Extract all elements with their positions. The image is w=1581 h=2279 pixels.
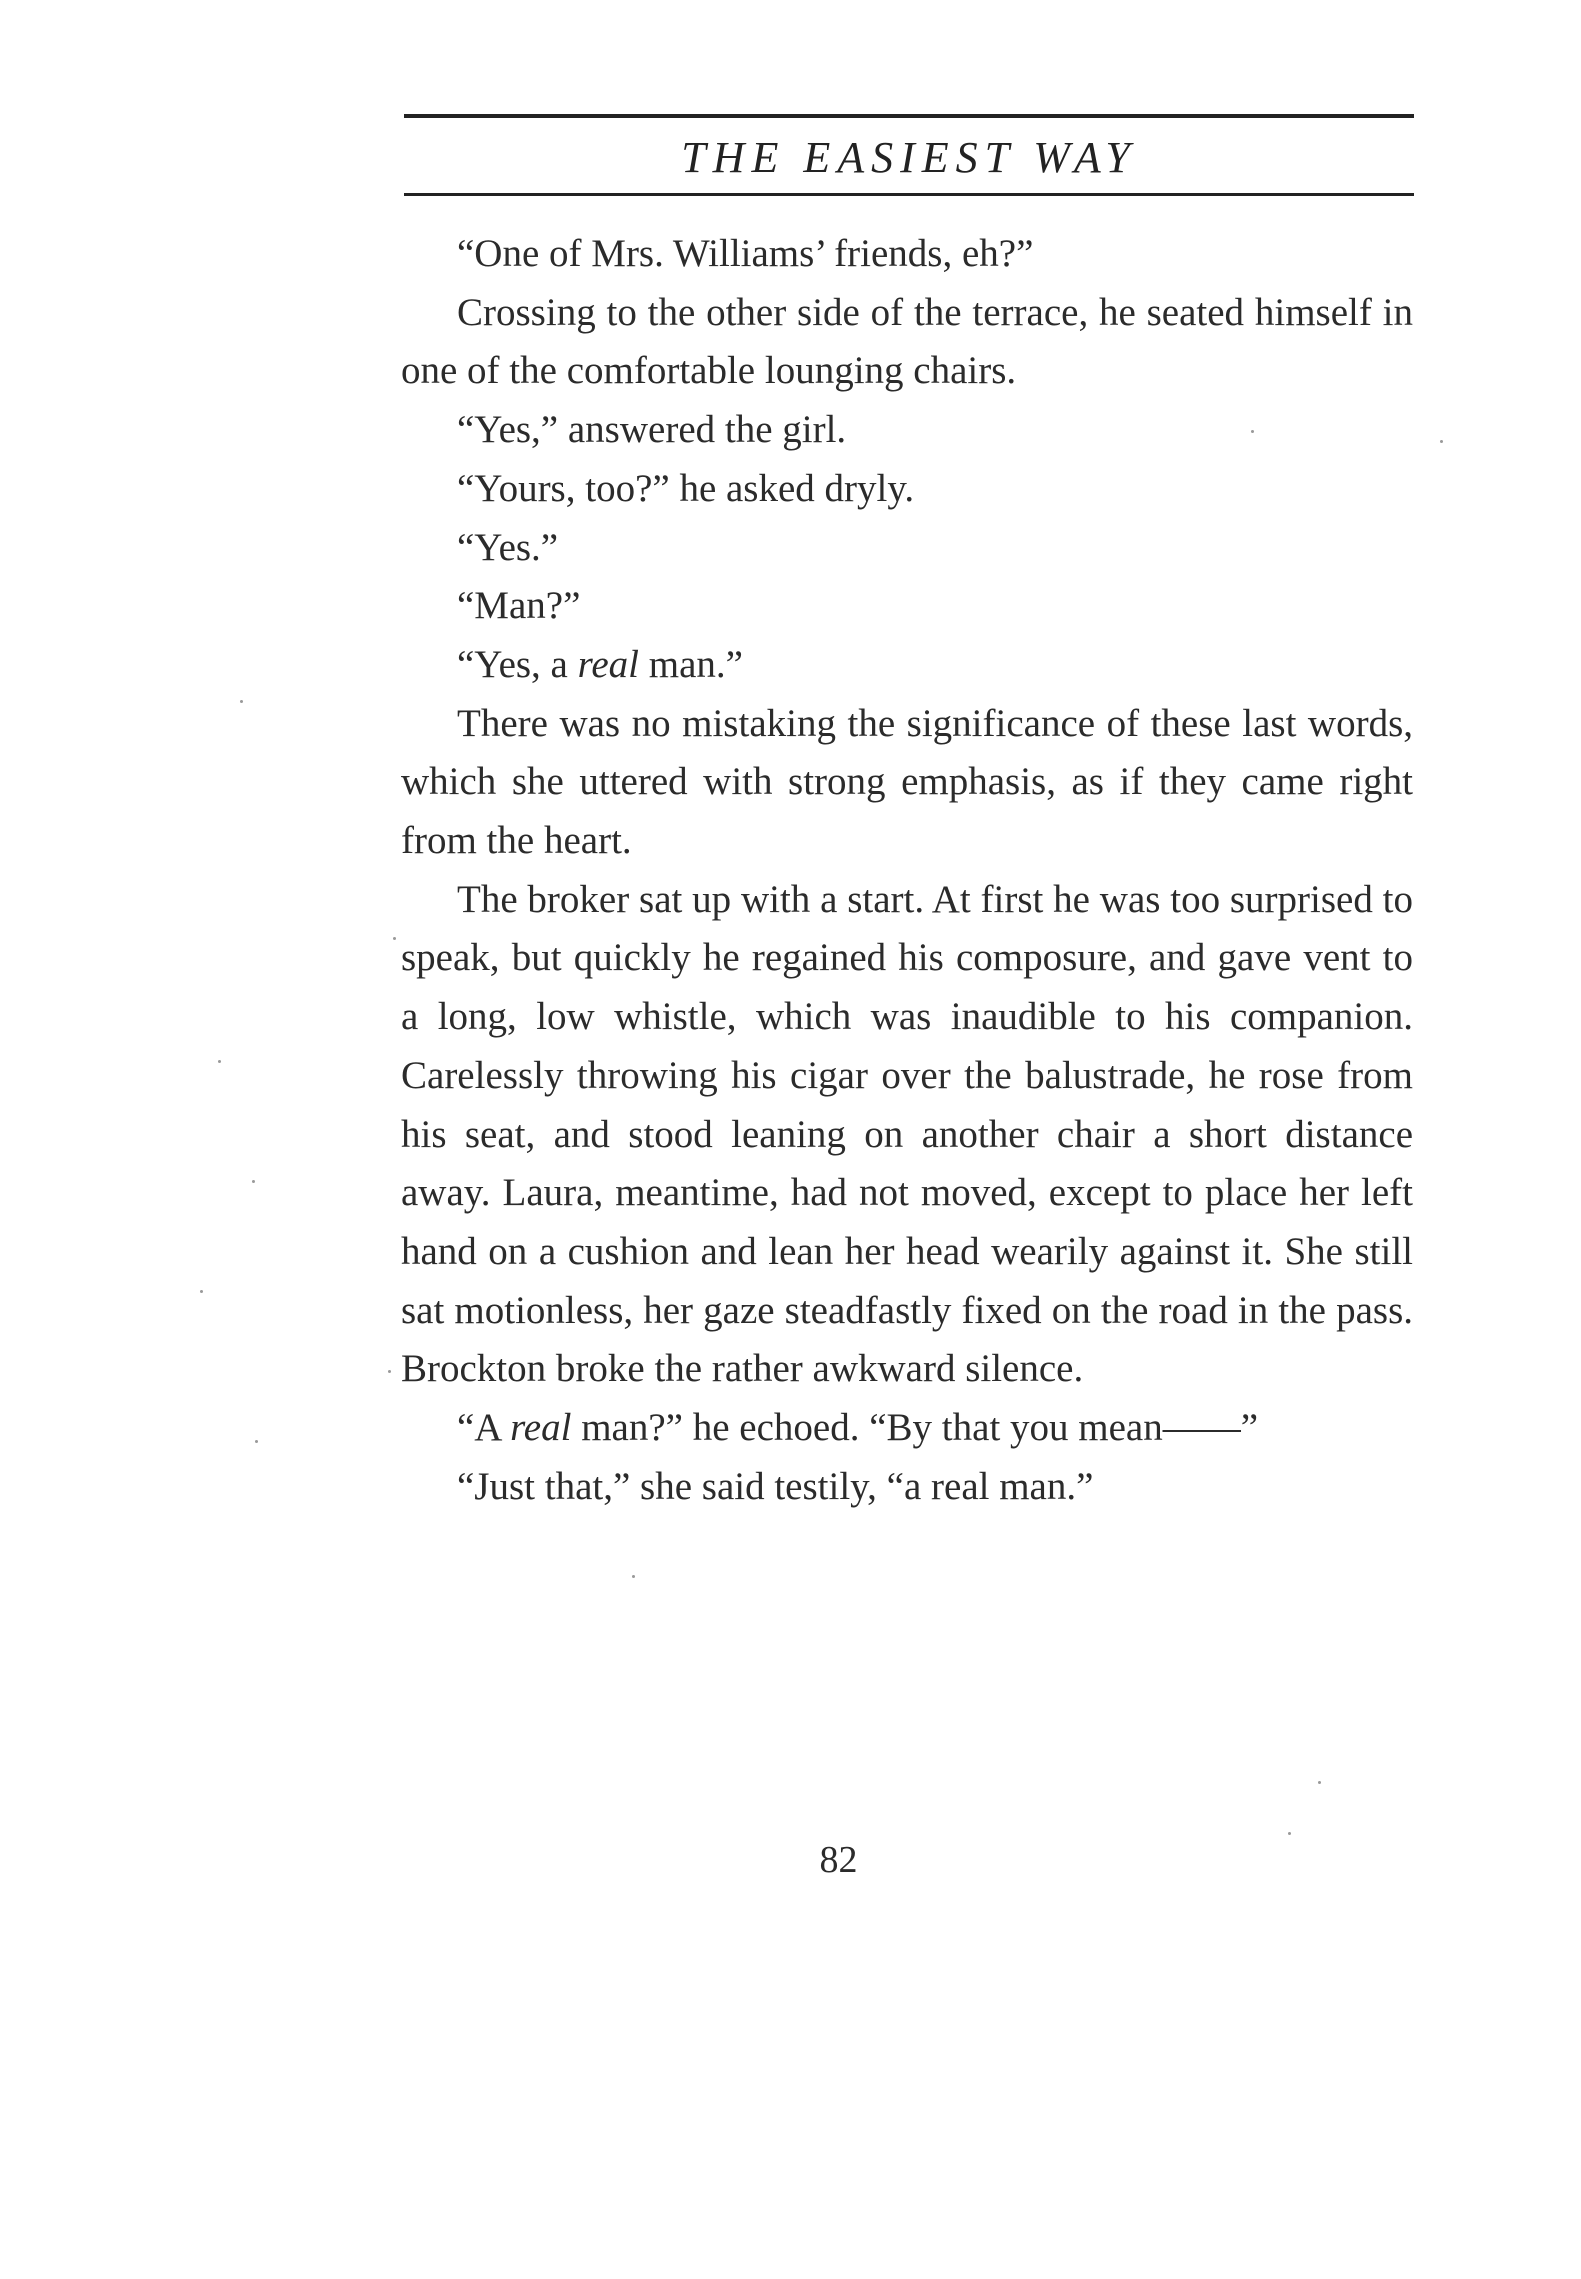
text-run: “Yes, a xyxy=(457,642,578,686)
text-run: man?” he echoed. “By that you mean——” xyxy=(571,1406,1259,1450)
text-run: “Man?” xyxy=(457,584,581,628)
paragraph xyxy=(401,1399,1413,1458)
text-run: man.” xyxy=(639,642,743,686)
text-run: Crossing to the other side of the terrace, he seated himself in one of the comfortable lounging chairs. xyxy=(401,290,1413,393)
paragraph xyxy=(401,871,1413,1399)
text-run: “Yours, too?” he asked dryly. xyxy=(457,466,915,510)
running-title: THE EASIEST WAY xyxy=(681,133,1137,182)
text-run: There was no mistaking the significance of these last words, which she uttered with strong emphasis, as if they came right from the heart. xyxy=(401,701,1413,863)
text-run: “A xyxy=(457,1406,511,1450)
text-run: The broker sat up with a start. At first he was too surprised to speak, but quickly he regained his composure, and gave vent to a long, low whistle, which was inaudible to his companion. Carelessly throwing his cigar over the balustrade, he rose from his seat, and stood leaning on another chair a short distance away. Laura, meantime, had not moved, except to place her left hand on a cushion and lean her head wearily against it. She still sat motionless, her gaze steadfastly fixed on the road in the pass. Brockton broke the rather awkward silence. xyxy=(401,877,1413,1391)
paragraph xyxy=(401,636,1413,695)
page-header xyxy=(404,114,1414,196)
paragraph xyxy=(401,460,1413,519)
italic-text: real xyxy=(510,1406,572,1450)
paragraph xyxy=(401,225,1413,284)
paragraph xyxy=(401,577,1413,636)
italic-text: real xyxy=(577,642,640,686)
paragraph xyxy=(401,284,1413,401)
paragraph xyxy=(401,519,1413,578)
text-run: “Just that,” she said testily, “a real man.” xyxy=(457,1464,1094,1508)
paragraph xyxy=(401,1458,1413,1517)
text-run: “Yes.” xyxy=(457,525,559,569)
header-top-rule xyxy=(404,114,1414,118)
paragraph xyxy=(401,401,1413,460)
paragraph xyxy=(401,695,1413,871)
text-run: “Yes,” answered the girl. xyxy=(457,408,847,452)
text-run: “One of Mrs. Williams’ friends, eh?” xyxy=(457,232,1034,275)
page-number: 82 xyxy=(819,1839,858,1881)
header-bottom-rule xyxy=(404,193,1414,196)
body-text xyxy=(401,225,1413,1516)
